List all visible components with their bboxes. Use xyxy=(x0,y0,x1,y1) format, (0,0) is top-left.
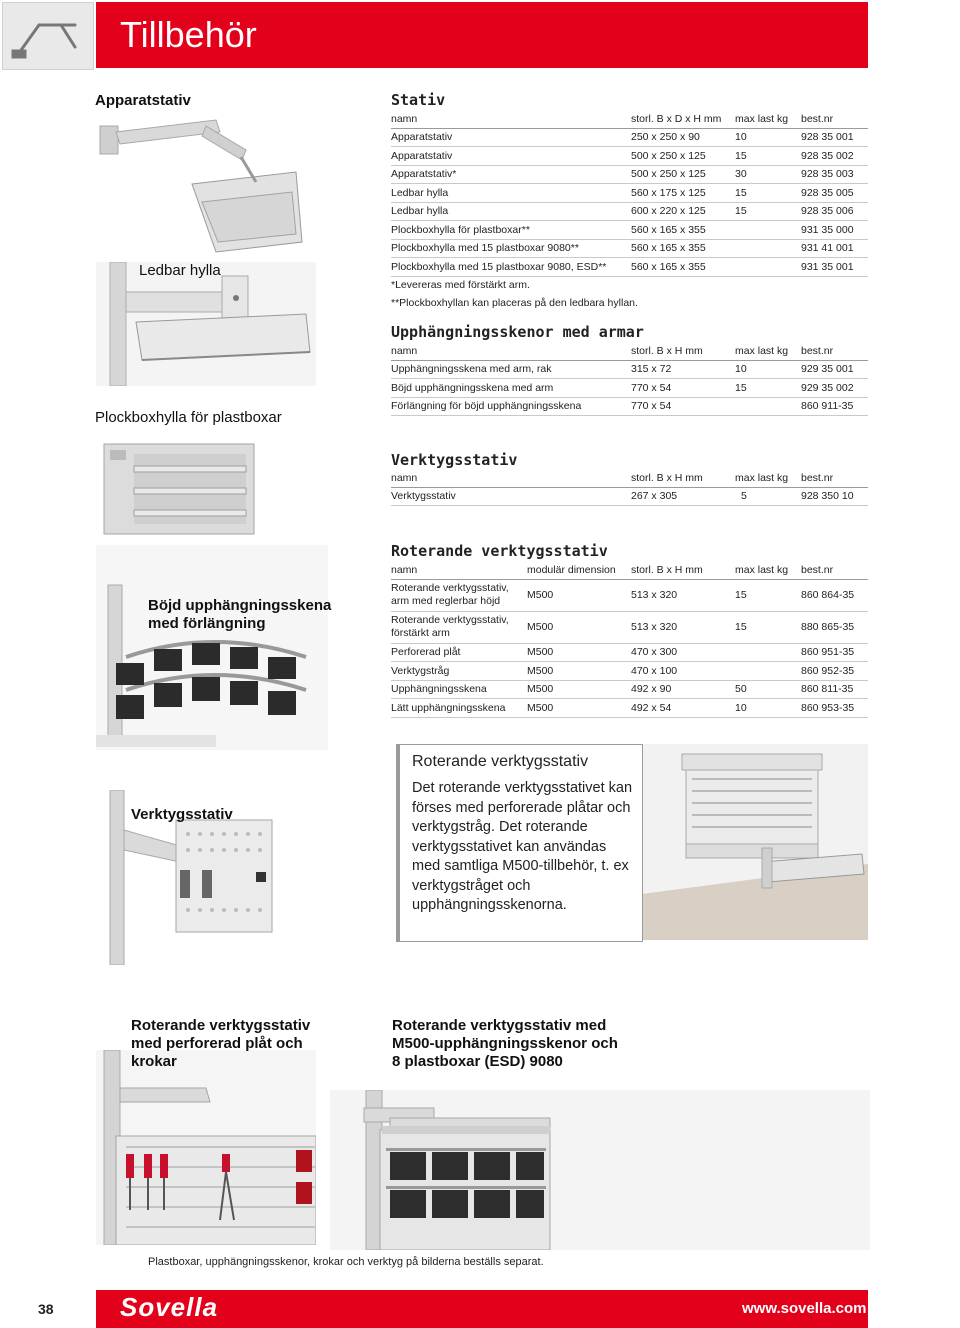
cell: 770 x 54 xyxy=(631,397,735,416)
table-row xyxy=(391,611,868,643)
col-header: namn xyxy=(391,110,631,128)
category-icon-box xyxy=(2,2,94,70)
roterande-m500-plastboxar-image xyxy=(330,1090,870,1250)
plockboxhylla-image xyxy=(96,440,276,540)
table-row xyxy=(391,128,868,147)
cell: 15 xyxy=(735,611,801,643)
col-header: namn xyxy=(391,342,631,360)
cell: Böjd upphängningsskena med arm xyxy=(391,379,631,398)
stativ-title: Stativ xyxy=(391,91,446,109)
cell: 5 xyxy=(735,487,801,506)
cell: 860 951-35 xyxy=(801,643,868,662)
table-row xyxy=(391,379,868,398)
website-url[interactable]: www.sovella.com xyxy=(742,1300,867,1317)
cell: 513 x 320 xyxy=(631,579,735,611)
verktyg-title: Verktygsstativ xyxy=(391,451,518,469)
cell: M500 xyxy=(527,662,631,681)
label-perf-line1: Roterande verktygsstativ xyxy=(131,1017,311,1034)
cell xyxy=(735,662,801,681)
info-box xyxy=(396,744,643,942)
label-m500-line2: M500-upphängningsskenor och xyxy=(392,1035,618,1052)
cell: Förlängning för böjd upphängningsskena xyxy=(391,397,631,416)
cell: 267 x 305 xyxy=(631,487,735,506)
cell: Ledbar hylla xyxy=(391,184,631,203)
table-row xyxy=(391,165,868,184)
cell: 931 41 001 xyxy=(801,239,868,258)
cell: 560 x 175 x 125 xyxy=(631,184,735,203)
cell xyxy=(735,643,801,662)
cell: Verktygstråg xyxy=(391,662,527,681)
label-m500-line3: 8 plastboxar (ESD) 9080 xyxy=(392,1053,563,1070)
cell: 860 811-35 xyxy=(801,680,868,699)
info-box-heading: Roterande verktygsstativ xyxy=(412,753,589,770)
cell: 10 xyxy=(735,360,801,379)
cell: Upphängningsskena med arm, rak xyxy=(391,360,631,379)
cell: 931 35 001 xyxy=(801,258,868,277)
cell: Apparatstativ* xyxy=(391,165,631,184)
col-header: max last kg xyxy=(735,469,801,487)
table-row xyxy=(391,487,868,506)
cell: 500 x 250 x 125 xyxy=(631,165,735,184)
cell: Perforerad plåt xyxy=(391,643,527,662)
cell: 929 35 001 xyxy=(801,360,868,379)
cell: M500 xyxy=(527,699,631,718)
cell xyxy=(735,397,801,416)
label-verktygsstativ: Verktygsstativ xyxy=(131,806,233,823)
col-header: storl. B x H mm xyxy=(631,342,735,360)
cell: 30 xyxy=(735,165,801,184)
cell-line: Roterande verktygsstativ, xyxy=(391,614,509,626)
upph-title: Upphängningsskenor med armar xyxy=(391,323,644,341)
cell: 560 x 165 x 355 xyxy=(631,221,735,240)
arm-icon xyxy=(3,3,93,69)
cell: Lätt upphängningsskena xyxy=(391,699,527,718)
cell: 15 xyxy=(735,147,801,166)
cell: 470 x 100 xyxy=(631,662,735,681)
cell: Plockboxhylla för plastboxar** xyxy=(391,221,631,240)
stativ-table xyxy=(391,110,868,312)
cell: Plockboxhylla med 15 plastboxar 9080, ESD** xyxy=(391,258,631,277)
cell: 315 x 72 xyxy=(631,360,735,379)
table-row xyxy=(391,221,868,240)
table-header-row xyxy=(391,110,868,128)
table-row xyxy=(391,699,868,718)
table-row xyxy=(391,239,868,258)
table-note-row xyxy=(391,294,868,312)
cell-line: förstärkt arm xyxy=(391,627,450,639)
table-note-row xyxy=(391,276,868,294)
cell xyxy=(735,258,801,277)
cell xyxy=(735,221,801,240)
cell: M500 xyxy=(527,611,631,643)
col-header: namn xyxy=(391,469,631,487)
apparatstativ-image xyxy=(96,112,316,262)
cell: 770 x 54 xyxy=(631,379,735,398)
cell: 15 xyxy=(735,202,801,221)
cell xyxy=(735,239,801,258)
cell: 560 x 165 x 355 xyxy=(631,258,735,277)
bottom-note: Plastboxar, upphängningsskenor, krokar och verktyg på bilderna beställs separat. xyxy=(148,1256,544,1268)
cell: 860 953-35 xyxy=(801,699,868,718)
label-perf-line3: krokar xyxy=(131,1053,177,1070)
footnote: *Levereras med förstärkt arm. xyxy=(391,279,530,292)
label-ledbar-hylla: Ledbar hylla xyxy=(139,262,221,279)
perforerad-plat-image xyxy=(96,1050,316,1245)
table-row xyxy=(391,258,868,277)
bojd-upphangningsskena-image xyxy=(96,545,328,750)
cell: 500 x 250 x 125 xyxy=(631,147,735,166)
roterande-verktygsstativ-image xyxy=(642,744,868,940)
footnote: **Plockboxhyllan kan placeras på den ledbara hyllan. xyxy=(391,296,638,309)
label-m500-line1: Roterande verktygsstativ med xyxy=(392,1017,607,1034)
cell: 492 x 90 xyxy=(631,680,735,699)
cell: 928 35 006 xyxy=(801,202,868,221)
cell: 860 864-35 xyxy=(801,579,868,611)
label-bojd-line1: Böjd upphängningsskena xyxy=(148,597,332,614)
roterande-title: Roterande verktygsstativ xyxy=(391,542,608,560)
cell: 928 35 002 xyxy=(801,147,868,166)
cell xyxy=(391,579,527,611)
col-header: best.nr xyxy=(801,110,868,128)
cell: 15 xyxy=(735,379,801,398)
cell: 928 350 10 xyxy=(801,487,868,506)
table-header-row xyxy=(391,469,868,487)
cell: 600 x 220 x 125 xyxy=(631,202,735,221)
brand-logo: Sovella xyxy=(120,1292,219,1322)
label-plockboxhylla: Plockboxhylla för plastboxar xyxy=(95,409,282,426)
table-row xyxy=(391,680,868,699)
col-header: max last kg xyxy=(735,110,801,128)
label-perf-line2: med perforerad plåt och xyxy=(131,1035,303,1052)
cell xyxy=(391,611,527,643)
col-header: best.nr xyxy=(801,469,868,487)
cell: 470 x 300 xyxy=(631,643,735,662)
roterande-table xyxy=(391,561,868,718)
info-box-text: Det roterande verktygsstativet kan förses med perforerade plåtar och verktygstråg. Det roterande verktygsstativet kan användas med samtliga M500-tillbehör, t. ex verktygstråget och upphängningsskenorna. xyxy=(412,780,633,913)
cell-line: Roterande verktygsstativ, xyxy=(391,582,509,594)
table-row xyxy=(391,184,868,203)
table-row xyxy=(391,360,868,379)
cell: 860 911-35 xyxy=(801,397,868,416)
cell: 880 865-35 xyxy=(801,611,868,643)
cell: 928 35 001 xyxy=(801,128,868,147)
col-header: best.nr xyxy=(801,561,868,579)
page-title: Tillbehör xyxy=(120,14,257,55)
col-header: namn xyxy=(391,561,527,579)
cell: 250 x 250 x 90 xyxy=(631,128,735,147)
col-header: best.nr xyxy=(801,342,868,360)
cell: Apparatstativ xyxy=(391,147,631,166)
table-row xyxy=(391,643,868,662)
cell: 15 xyxy=(735,579,801,611)
cell: Plockboxhylla med 15 plastboxar 9080** xyxy=(391,239,631,258)
cell: 10 xyxy=(735,699,801,718)
col-header: max last kg xyxy=(735,342,801,360)
page-number: 38 xyxy=(38,1301,54,1317)
verktyg-table xyxy=(391,469,868,506)
col-header: modulär dimension xyxy=(527,561,631,579)
cell: 860 952-35 xyxy=(801,662,868,681)
cell: M500 xyxy=(527,579,631,611)
cell: 513 x 320 xyxy=(631,611,735,643)
cell: Apparatstativ xyxy=(391,128,631,147)
table-row xyxy=(391,662,868,681)
cell: 10 xyxy=(735,128,801,147)
table-row xyxy=(391,579,868,611)
label-bojd-line2: med förlängning xyxy=(148,615,266,632)
cell: M500 xyxy=(527,643,631,662)
cell-line: arm med reglerbar höjd xyxy=(391,595,501,607)
col-header: storl. B x H mm xyxy=(631,561,735,579)
cell: 15 xyxy=(735,184,801,203)
col-header: storl. B x H mm xyxy=(631,469,735,487)
table-row xyxy=(391,397,868,416)
cell: 492 x 54 xyxy=(631,699,735,718)
upph-table xyxy=(391,342,868,416)
cell: 560 x 165 x 355 xyxy=(631,239,735,258)
cell: 50 xyxy=(735,680,801,699)
table-header-row xyxy=(391,342,868,360)
table-header-row xyxy=(391,561,868,579)
section-label-apparatstativ: Apparatstativ xyxy=(95,92,191,109)
cell: Verktygsstativ xyxy=(391,487,631,506)
cell: 928 35 003 xyxy=(801,165,868,184)
col-header: max last kg xyxy=(735,561,801,579)
cell: Upphängningsskena xyxy=(391,680,527,699)
cell: 928 35 005 xyxy=(801,184,868,203)
ledbar-hylla-image xyxy=(96,262,316,386)
cell: 931 35 000 xyxy=(801,221,868,240)
table-row xyxy=(391,147,868,166)
table-row xyxy=(391,202,868,221)
cell: 929 35 002 xyxy=(801,379,868,398)
cell: M500 xyxy=(527,680,631,699)
col-header: storl. B x D x H mm xyxy=(631,110,735,128)
cell: Ledbar hylla xyxy=(391,202,631,221)
